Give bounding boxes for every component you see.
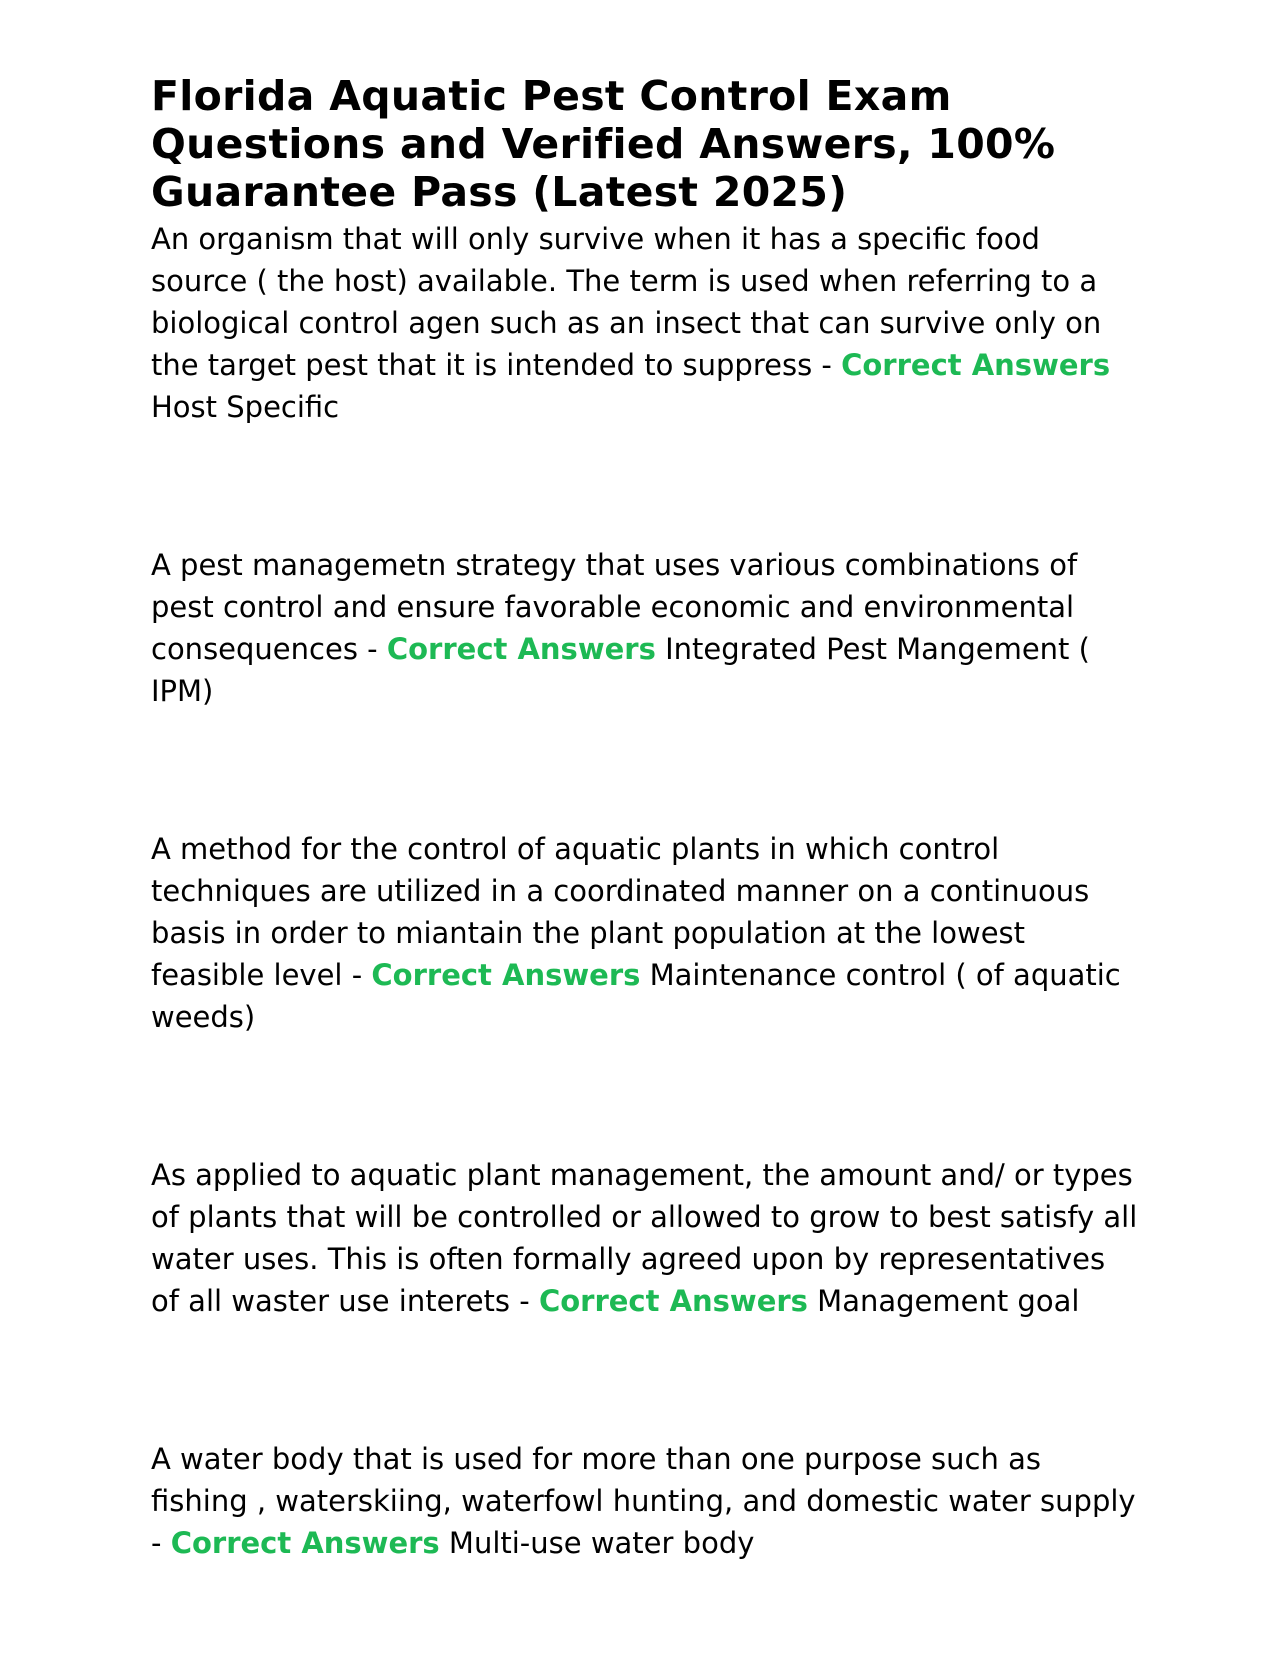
answer-text: Host Specific xyxy=(151,390,340,424)
separator: - xyxy=(342,958,372,992)
separator: - xyxy=(357,632,387,666)
question-text: An organism that will only survive when it has a specific food source ( the host) available. The term is used when referring to a biological control agen such as an insect that can survive only on the target pest that it is intended to suppress xyxy=(151,222,1102,382)
qa-item xyxy=(151,1438,1141,1564)
separator: - xyxy=(151,1526,171,1560)
separator: - xyxy=(510,1284,539,1318)
separator: - xyxy=(812,348,842,382)
document-page xyxy=(151,72,1141,1564)
question-text: A pest managemetn strategy that uses various combinations of pest control and ensure favorable economic and environmental consequences xyxy=(151,548,1078,666)
answer-text: Maintenance control ( of aquatic weeds) xyxy=(151,958,1121,1034)
document-title: Florida Aquatic Pest Control Exam Questions and Verified Answers, 100% Guarantee Pass (Latest 2025) xyxy=(151,72,1056,216)
correct-answers-label: Correct Answers xyxy=(386,632,656,666)
qa-item xyxy=(151,1154,1141,1322)
answer-text: Integrated Pest Mangement ( IPM) xyxy=(151,632,1090,708)
correct-answers-label: Correct Answers xyxy=(538,1284,808,1318)
answer-text: Multi-use water body xyxy=(448,1526,755,1560)
correct-answers-label: Correct Answers xyxy=(371,958,641,992)
question-text: As applied to aquatic plant management, the amount and/ or types of plants that will be controlled or allowed to grow to best satisfy all water uses. This is often formally agreed upon by representatives of all waster use interets xyxy=(151,1158,1138,1318)
question-text: A water body that is used for more than one purpose such as fishing , waterskiing, waterfowl hunting, and domestic water supply xyxy=(151,1442,1136,1518)
answer-text: Management goal xyxy=(817,1284,1080,1318)
question-text: A method for the control of aquatic plants in which control techniques are utilized in a coordinated manner on a continuous basis in order to miantain the plant population at the lowest feasible level xyxy=(151,832,1090,992)
qa-item xyxy=(151,828,1141,1038)
correct-answers-label: Correct Answers xyxy=(841,348,1111,382)
correct-answers-label: Correct Answers xyxy=(170,1526,440,1560)
qa-item xyxy=(151,218,1141,428)
qa-item xyxy=(151,544,1141,712)
